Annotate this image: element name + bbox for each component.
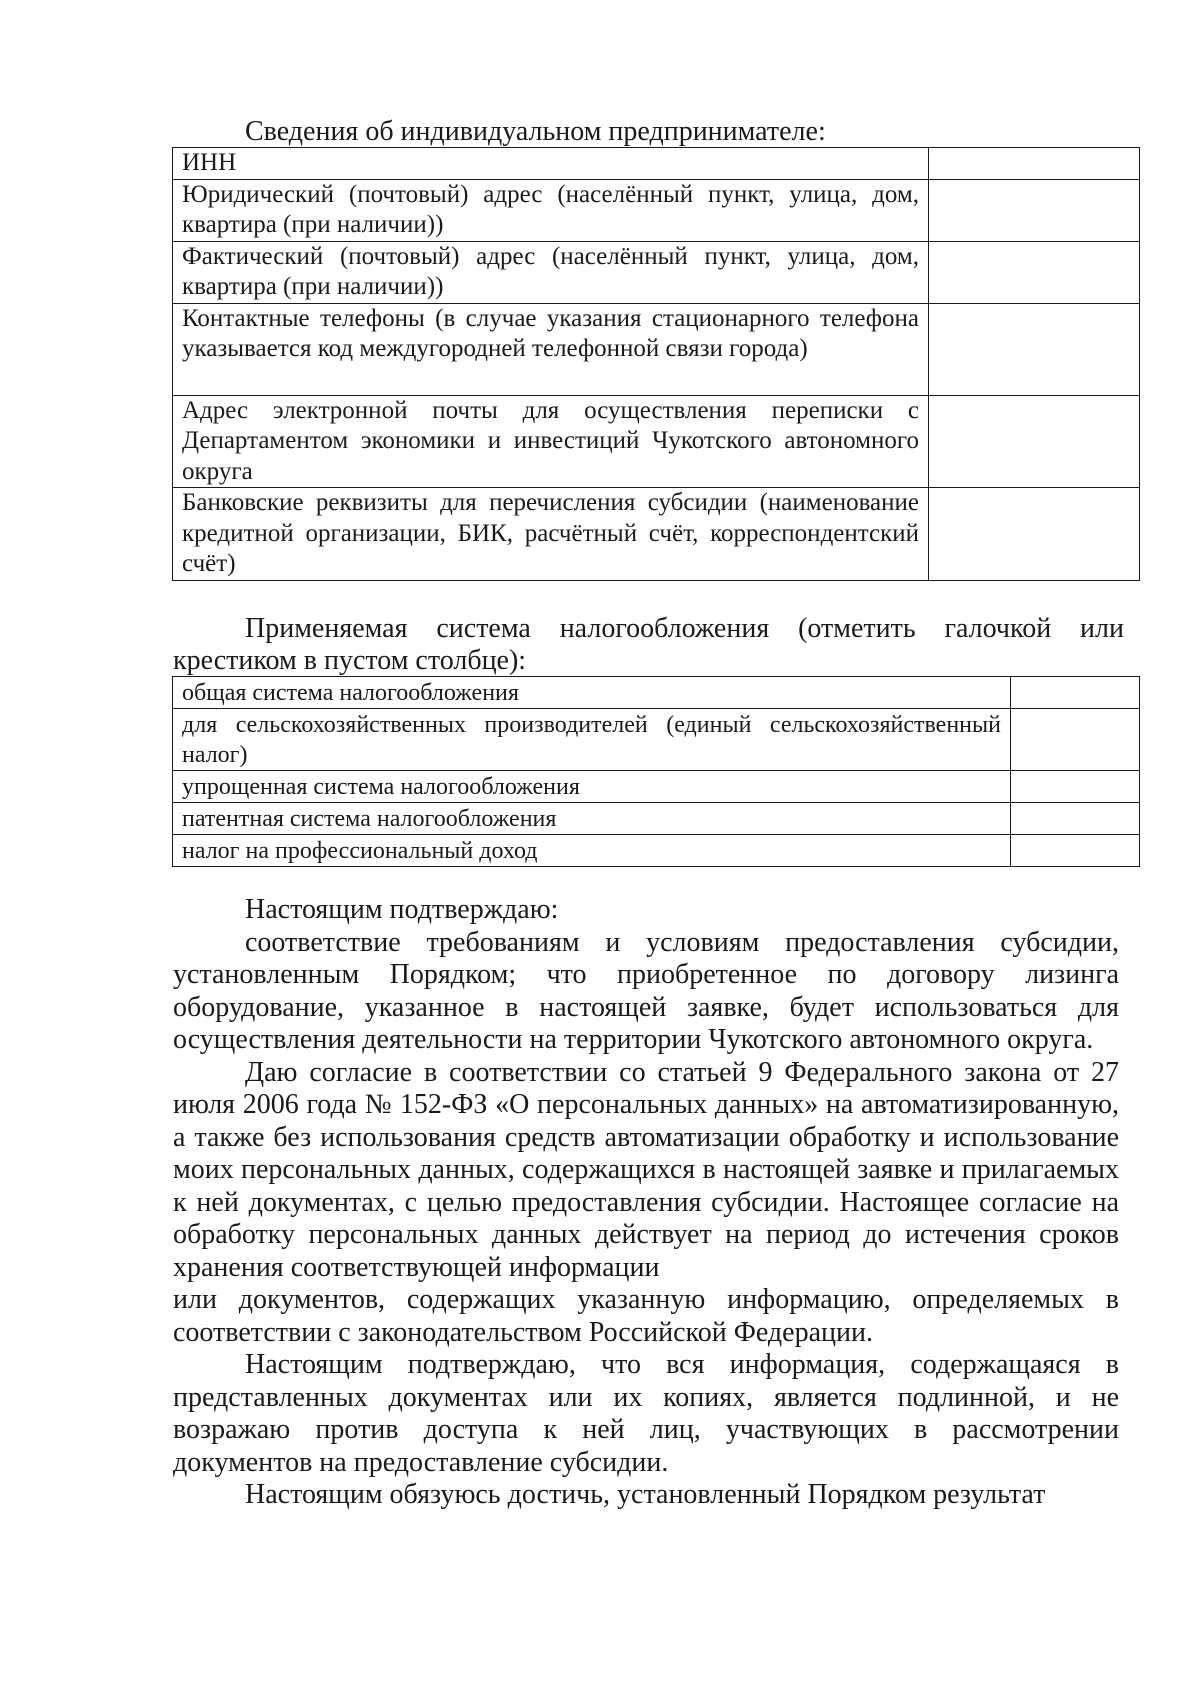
- row-value-actual-address[interactable]: [929, 241, 1140, 303]
- ip-details-table: [172, 147, 1140, 581]
- row-label-phones: Контактные телефоны (в случае указания стационарного телефона указывается код междугородней телефонной связи города): [173, 303, 929, 395]
- row-value-phones[interactable]: [929, 303, 1140, 395]
- row-label-simplified-tax: упрощенная система налогообложения: [173, 771, 1011, 803]
- paragraph-obligation: Настоящим обязуюсь достичь, установленный Порядком результат: [245, 1479, 1046, 1510]
- row-label-general-tax: общая система налогообложения: [173, 677, 1011, 709]
- table-row: [173, 677, 1140, 709]
- section-tax-heading: Применяемая система налогообложения (отметить галочкой или крестиком в пустом столбце):: [173, 613, 1124, 676]
- section-tax-heading-block: [173, 613, 1124, 677]
- paragraph-personal-data-consent: Даю согласие в соответствии со статьей 9 Федерального закона от 27 июля 2006 года № 152-ФЗ «О персональных данных» на автоматизированную, а также без использования средств автоматизации обработку и использование моих персональных данных, содержащихся в настоящей заявке и прилагаемых к ней документах, с целью предоставления субсидии. Настоящее согласие на обработку персональных данных действует на период до истечения сроков хранения соответствующей информации: [173, 1056, 1119, 1283]
- table-row: [173, 803, 1140, 835]
- tax-system-table-wrap: [172, 676, 1140, 867]
- table-row: [173, 771, 1140, 803]
- ip-details-table-wrap: [172, 147, 1140, 581]
- checkbox-cell-general-tax[interactable]: [1011, 677, 1140, 709]
- row-value-inn[interactable]: [929, 148, 1140, 180]
- row-label-inn: ИНН: [173, 148, 929, 180]
- tax-system-table: [172, 676, 1140, 867]
- table-row: [173, 179, 1140, 241]
- declarations-text: [173, 894, 1119, 1512]
- row-label-email: Адрес электронной почты для осуществления переписки с Департаментом экономики и инвестиций Чукотского автономного округа: [173, 395, 929, 488]
- section-ip-heading-block: [173, 116, 1123, 148]
- table-row: [173, 241, 1140, 303]
- row-label-professional-income-tax: налог на профессиональный доход: [173, 835, 1011, 867]
- row-value-bank-details[interactable]: [929, 488, 1140, 581]
- table-row: [173, 303, 1140, 395]
- table-row: [173, 395, 1140, 488]
- checkbox-cell-agricultural-tax[interactable]: [1011, 709, 1140, 771]
- checkbox-cell-patent-tax[interactable]: [1011, 803, 1140, 835]
- row-label-actual-address: Фактический (почтовый) адрес (населённый пункт, улица, дом, квартира (при наличии)): [173, 241, 929, 303]
- row-label-agricultural-tax: для сельскохозяйственных производителей (единый сельскохозяйственный налог): [173, 709, 1011, 771]
- table-row: [173, 488, 1140, 581]
- checkbox-cell-simplified-tax[interactable]: [1011, 771, 1140, 803]
- row-value-legal-address[interactable]: [929, 179, 1140, 241]
- row-label-bank-details: Банковские реквизиты для перечисления субсидии (наименование кредитной организации, БИК, расчётный счёт, корреспондентский счёт): [173, 488, 929, 581]
- table-row: [173, 709, 1140, 771]
- section-ip-heading: Сведения об индивидуальном предпринимателе:: [245, 116, 826, 147]
- paragraph-personal-data-consent-cont: или документов, содержащих указанную информацию, определяемых в соответствии с законодательством Российской Федерации.: [173, 1284, 1119, 1348]
- row-value-email[interactable]: [929, 395, 1140, 488]
- paragraph-authenticity: Настоящим подтверждаю, что вся информация, содержащаяся в представленных документах или их копиях, является подлинной, и не возражаю против доступа к ней лиц, участвующих в рассмотрении документов на предоставление субсидии.: [173, 1349, 1119, 1478]
- checkbox-cell-professional-income-tax[interactable]: [1011, 835, 1140, 867]
- paragraph-compliance: соответствие требованиям и условиям предоставления субсидии, установленным Порядком; что приобретенное по договору лизинга оборудование, указанное в настоящей заявке, будет использоваться для осуществления деятельности на территории Чукотского автономного округа.: [173, 926, 1119, 1055]
- row-label-legal-address: Юридический (почтовый) адрес (населённый пункт, улица, дом, квартира (при наличии)): [173, 179, 929, 241]
- paragraph-confirm-heading: Настоящим подтверждаю:: [245, 894, 559, 925]
- table-row: [173, 148, 1140, 180]
- table-row: [173, 835, 1140, 867]
- row-label-patent-tax: патентная система налогообложения: [173, 803, 1011, 835]
